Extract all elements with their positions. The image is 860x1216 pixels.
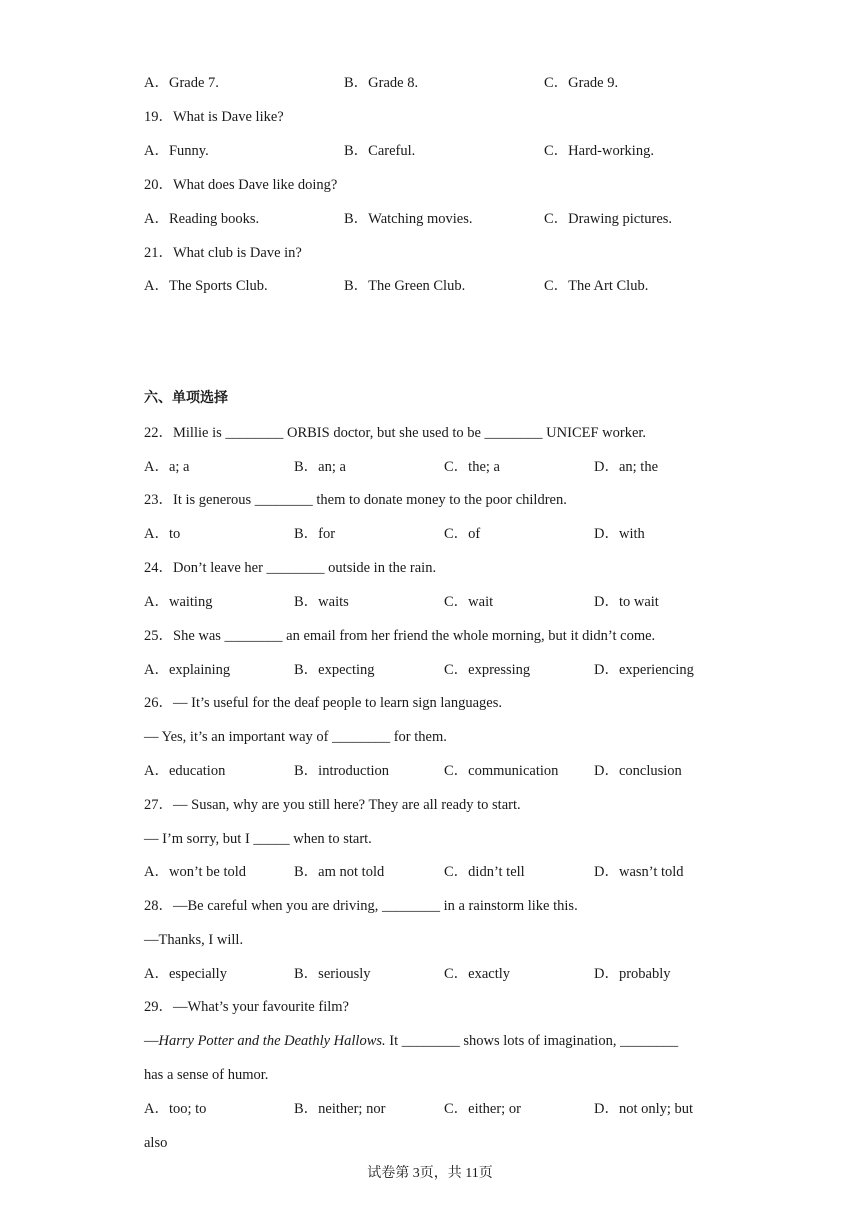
q26-option-c: C．communication bbox=[444, 763, 559, 779]
q21-question: 21．What club is Dave in? bbox=[144, 245, 302, 261]
q19-option-c: C．Hard-working. bbox=[544, 143, 654, 159]
q23-question: 23．It is generous ________ them to donate money to the poor children. bbox=[144, 492, 567, 508]
q28-reply: —Thanks, I will. bbox=[144, 932, 244, 948]
q26-option-d: D．conclusion bbox=[594, 763, 682, 779]
section-heading: 六、单项选择 bbox=[144, 390, 228, 406]
q28-option-a: A．especially bbox=[144, 966, 227, 982]
q26-option-a: A．education bbox=[144, 763, 226, 779]
q19-option-a: A．Funny. bbox=[144, 143, 209, 159]
q28-option-c: C．exactly bbox=[444, 966, 511, 982]
q26-option-b: B．introduction bbox=[294, 763, 390, 779]
q27-option-a: A．won’t be told bbox=[144, 864, 247, 880]
q20-option-c: C．Drawing pictures. bbox=[544, 211, 673, 227]
q23-option-b: B．for bbox=[294, 526, 336, 542]
q25-option-d: D．experiencing bbox=[594, 662, 694, 678]
q29-dash: — bbox=[144, 1033, 159, 1049]
q25-option-c: C．expressing bbox=[444, 662, 531, 678]
q18-option-b: B．Grade 8. bbox=[344, 75, 419, 91]
q27-question: 27．— Susan, why are you still here? They are all ready to start. bbox=[144, 797, 521, 813]
q29-option-a: A．too; to bbox=[144, 1101, 207, 1117]
q27-option-c: C．didn’t tell bbox=[444, 864, 525, 880]
q22-option-c: C．the; a bbox=[444, 459, 500, 475]
q29-option-d: D．not only; but bbox=[594, 1101, 694, 1117]
page-footer: 试卷第 3页，共 11页 bbox=[367, 1166, 493, 1181]
q24-option-b: B．waits bbox=[294, 594, 349, 610]
q25-option-a: A．explaining bbox=[144, 662, 231, 678]
q29-option-b: B．neither; nor bbox=[294, 1101, 386, 1117]
q23-option-d: D．with bbox=[594, 526, 645, 542]
q22-question: 22．Millie is ________ ORBIS doctor, but she used to be ________ UNICEF worker. bbox=[144, 425, 647, 441]
q22-option-d: D．an; the bbox=[594, 459, 659, 475]
q27-option-d: D．wasn’t told bbox=[594, 864, 684, 880]
q21-option-c: C．The Art Club. bbox=[544, 278, 649, 294]
q20-option-b: B．Watching movies. bbox=[344, 211, 473, 227]
q24-question: 24．Don’t leave her ________ outside in the rain. bbox=[144, 560, 437, 576]
q23-option-a: A．to bbox=[144, 526, 181, 542]
q28-question: 28．—Be careful when you are driving, ________ in a rainstorm like this. bbox=[144, 898, 578, 914]
q25-question: 25．She was ________ an email from her friend the whole morning, but it didn’t come. bbox=[144, 628, 656, 644]
q28-option-d: D．probably bbox=[594, 966, 671, 982]
q22-option-b: B．an; a bbox=[294, 459, 346, 475]
q20-option-a: A．Reading books. bbox=[144, 211, 260, 227]
q29-reply-rest: It ________ shows lots of imagination, ________ bbox=[385, 1033, 679, 1049]
q19-question: 19．What is Dave like? bbox=[144, 109, 284, 125]
q29-film-title: Harry Potter and the Deathly Hallows. bbox=[158, 1033, 386, 1049]
q24-option-d: D．to wait bbox=[594, 594, 659, 610]
q27-reply: — I’m sorry, but I _____ when to start. bbox=[144, 831, 372, 847]
q19-option-b: B．Careful. bbox=[344, 143, 416, 159]
q29-reply bbox=[144, 1032, 678, 1050]
q29-option-c: C．either; or bbox=[444, 1101, 521, 1117]
q28-option-b: B．seriously bbox=[294, 966, 371, 982]
q21-option-a: A．The Sports Club. bbox=[144, 278, 268, 294]
q26-reply: — Yes, it’s an important way of ________ for them. bbox=[144, 729, 447, 745]
q26-question: 26．— It’s useful for the deaf people to learn sign languages. bbox=[144, 695, 502, 711]
q29-option-d-cont: also bbox=[144, 1135, 168, 1151]
q18-option-c: C．Grade 9. bbox=[544, 75, 619, 91]
q20-question: 20．What does Dave like doing? bbox=[144, 177, 338, 193]
q27-option-b: B．am not told bbox=[294, 864, 385, 880]
q24-option-a: A．waiting bbox=[144, 594, 213, 610]
q24-option-c: C．wait bbox=[444, 594, 494, 610]
q18-option-a: A．Grade 7. bbox=[144, 75, 219, 91]
q25-option-b: B．expecting bbox=[294, 662, 375, 678]
q21-option-b: B．The Green Club. bbox=[344, 278, 466, 294]
q29-question: 29．—What’s your favourite film? bbox=[144, 999, 349, 1015]
q22-option-a: A．a; a bbox=[144, 459, 190, 475]
q23-option-c: C．of bbox=[444, 526, 481, 542]
q29-reply-cont: has a sense of humor. bbox=[144, 1067, 269, 1083]
